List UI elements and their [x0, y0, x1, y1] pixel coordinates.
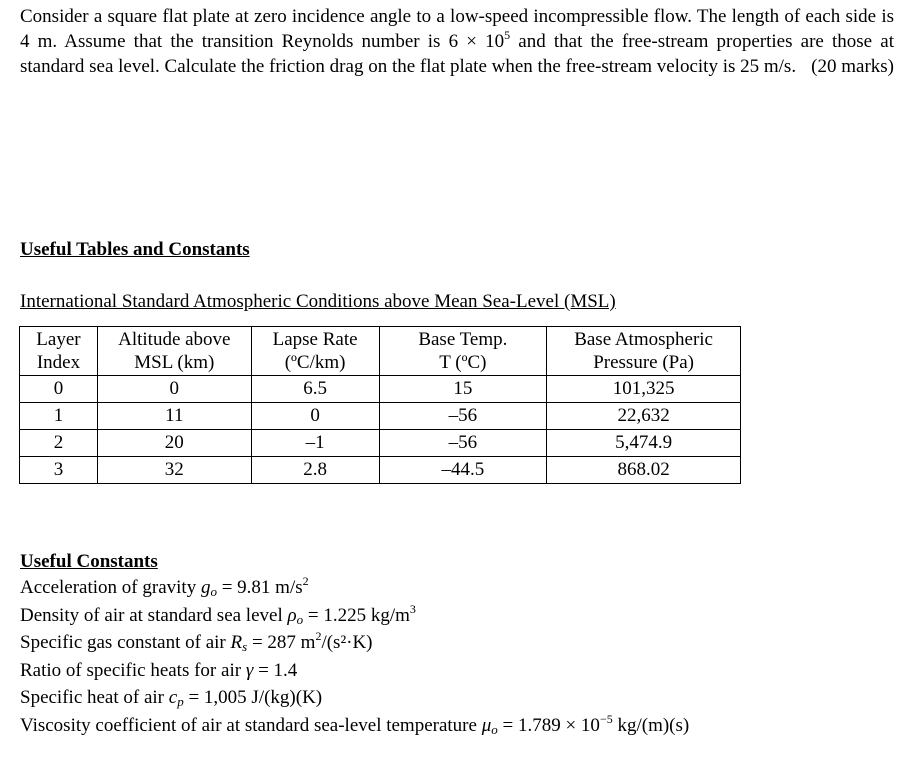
useful-constants-heading: Useful Constants — [20, 551, 158, 572]
table-cell: 3 — [20, 457, 98, 484]
isa-table-title: International Standard Atmospheric Conditions above Mean Sea-Level (MSL) — [20, 291, 616, 312]
table-cell: 6.5 — [251, 376, 379, 403]
table-cell: 32 — [97, 457, 251, 484]
table-row — [20, 376, 741, 403]
table-cell: 0 — [20, 376, 98, 403]
useful-tables-heading: Useful Tables and Constants — [20, 239, 250, 260]
table-cell: –1 — [251, 430, 379, 457]
table-cell: 0 — [251, 403, 379, 430]
constant-viscosity: Viscosity coefficient of air at standard sea-level temperature $\mu_o = 1.789 \times 10^{-5}$ kg/(m)(s) — [20, 711, 690, 737]
table-cell: 101,325 — [547, 376, 741, 403]
table-cell: 20 — [97, 430, 251, 457]
table-cell: 22,632 — [547, 403, 741, 430]
constants-list — [20, 574, 689, 739]
table-cell: 11 — [97, 403, 251, 430]
table-cell: 1 — [20, 403, 98, 430]
header-base-temp: Base Temp. T (ºC) — [379, 327, 547, 376]
header-altitude: Altitude above MSL (km) — [97, 327, 251, 376]
marks-label: (20 marks) — [811, 56, 894, 77]
question-part-1: Consider a square flat plate at zero incidence angle to a low-speed incompressible flow. The length of each side is 4 m. Assume that the transition Reynolds number is 6 × 10 — [20, 6, 894, 52]
table-cell: 2 — [20, 430, 98, 457]
table-cell: 868.02 — [547, 457, 741, 484]
table-cell: 0 — [97, 376, 251, 403]
table-row — [20, 457, 741, 484]
header-base-pressure: Base Atmospheric Pressure (Pa) — [547, 327, 741, 376]
constant-gas: Specific gas constant of air $R_s = 287$ $m^2/(s^2\cdot K)$ — [20, 629, 373, 654]
table-cell: 15 — [379, 376, 547, 403]
reynolds-exponent: 5 — [504, 28, 511, 42]
table-cell: –56 — [379, 430, 547, 457]
table-header-row — [20, 327, 741, 376]
header-lapse-rate: Lapse Rate (ºC/km) — [251, 327, 379, 376]
question-text — [20, 4, 894, 79]
isa-table — [19, 326, 741, 484]
table-cell: 2.8 — [251, 457, 379, 484]
header-layer-index: Layer Index — [20, 327, 98, 376]
question-part-2: and that the free-stream properties are those at standard sea level. Calculate the friction drag on the flat plate when the free-stream velocity is 25 m/s. — [20, 31, 894, 77]
table-row — [20, 430, 741, 457]
table-cell: –56 — [379, 403, 547, 430]
table-cell: –44.5 — [379, 457, 547, 484]
table-row — [20, 403, 741, 430]
constant-gravity: Acceleration of gravity $g_o = 9.81$ $m/s^2$ — [20, 574, 309, 599]
constant-density: Density of air at standard sea level $\rho_o = 1.225$ $kg/m^3$ — [20, 601, 416, 627]
table-cell: 5,474.9 — [547, 430, 741, 457]
constant-heat-ratio: Ratio of specific heats for air γ = 1.4 — [20, 659, 298, 681]
constant-specific-heat: Specific heat of air $c_p = 1,005$ J/(kg)(K) — [20, 687, 323, 709]
